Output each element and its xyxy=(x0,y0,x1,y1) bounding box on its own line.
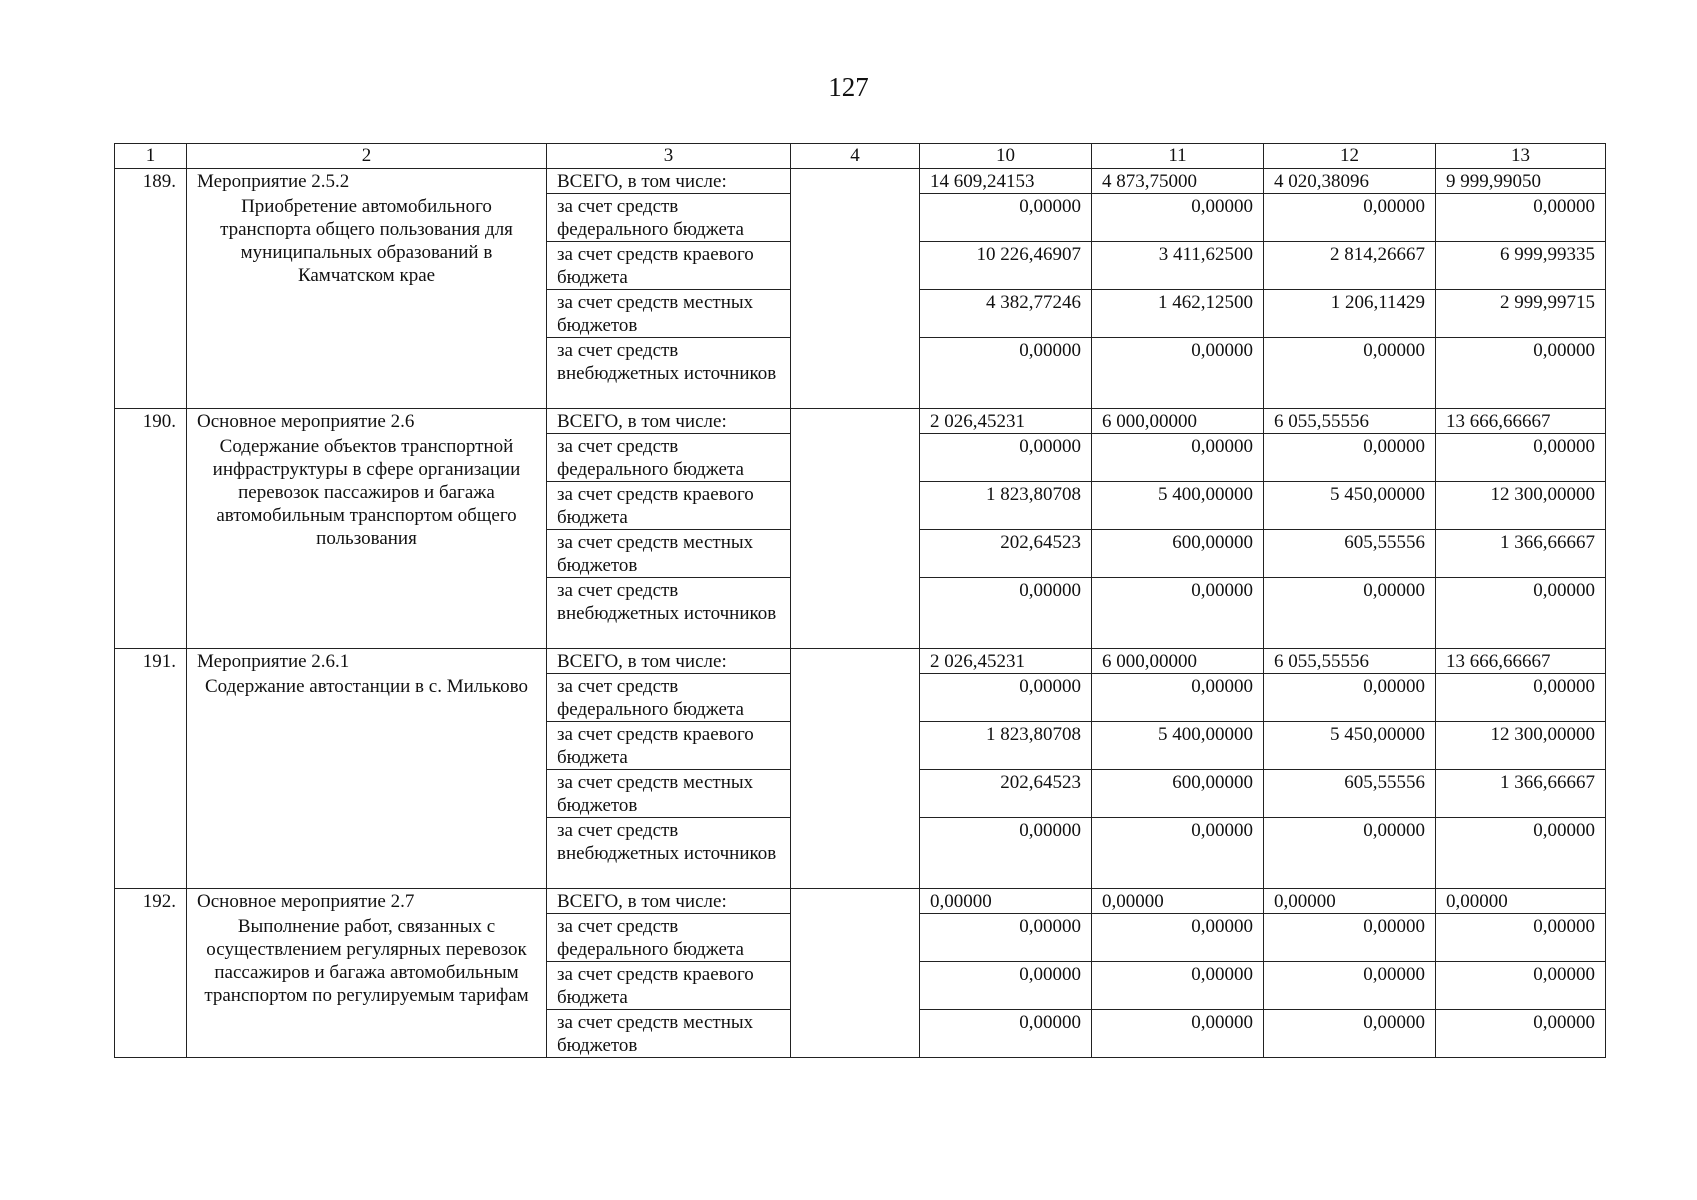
row-title: Основное мероприятие 2.6 xyxy=(187,409,547,434)
funding-value: 0,00000 xyxy=(1092,914,1264,962)
total-value: 0,00000 xyxy=(920,889,1092,914)
total-value: 6 000,00000 xyxy=(1092,409,1264,434)
funding-value: 0,00000 xyxy=(1264,674,1436,722)
total-label: ВСЕГО, в том числе: xyxy=(547,409,791,434)
funding-source-label: за счет средств федерального бюджета xyxy=(547,674,791,722)
budget-table xyxy=(114,143,1606,1058)
total-value: 6 055,55556 xyxy=(1264,409,1436,434)
funding-value: 0,00000 xyxy=(1092,578,1264,649)
funding-value: 0,00000 xyxy=(1264,914,1436,962)
empty-cell xyxy=(791,889,920,1058)
funding-value: 0,00000 xyxy=(920,1010,1092,1058)
total-label: ВСЕГО, в том числе: xyxy=(547,649,791,674)
total-value: 4 020,38096 xyxy=(1264,169,1436,194)
table-row xyxy=(115,409,1606,434)
column-header: 3 xyxy=(547,144,791,169)
funding-source-label: за счет средств местных бюджетов xyxy=(547,1010,791,1058)
total-value: 13 666,66667 xyxy=(1436,409,1606,434)
column-header: 13 xyxy=(1436,144,1606,169)
funding-value: 1 823,80708 xyxy=(920,482,1092,530)
funding-value: 202,64523 xyxy=(920,770,1092,818)
column-header: 4 xyxy=(791,144,920,169)
row-description: Выполнение работ, связанных с осуществлением регулярных перевозок пассажиров и багажа автомобильным транспортом по регулируемым тарифам xyxy=(187,914,547,1058)
funding-value: 0,00000 xyxy=(920,962,1092,1010)
row-description: Содержание автостанции в с. Мильково xyxy=(187,674,547,889)
funding-value: 202,64523 xyxy=(920,530,1092,578)
column-header: 11 xyxy=(1092,144,1264,169)
funding-value: 12 300,00000 xyxy=(1436,722,1606,770)
row-title: Мероприятие 2.6.1 xyxy=(187,649,547,674)
funding-value: 0,00000 xyxy=(1264,578,1436,649)
funding-source-label: за счет средств внебюджетных источников xyxy=(547,818,791,889)
total-value: 0,00000 xyxy=(1264,889,1436,914)
funding-source-label: за счет средств федерального бюджета xyxy=(547,914,791,962)
funding-value: 5 450,00000 xyxy=(1264,482,1436,530)
funding-value: 12 300,00000 xyxy=(1436,482,1606,530)
funding-source-label: за счет средств краевого бюджета xyxy=(547,482,791,530)
total-value: 9 999,99050 xyxy=(1436,169,1606,194)
funding-value: 3 411,62500 xyxy=(1092,242,1264,290)
funding-value: 0,00000 xyxy=(1092,434,1264,482)
total-value: 6 000,00000 xyxy=(1092,649,1264,674)
funding-value: 0,00000 xyxy=(920,674,1092,722)
funding-value: 605,55556 xyxy=(1264,770,1436,818)
funding-source-label: за счет средств местных бюджетов xyxy=(547,290,791,338)
total-value: 2 026,45231 xyxy=(920,409,1092,434)
column-header: 1 xyxy=(115,144,187,169)
funding-value: 0,00000 xyxy=(1436,434,1606,482)
table-row xyxy=(115,169,1606,194)
funding-value: 0,00000 xyxy=(1436,674,1606,722)
total-value: 4 873,75000 xyxy=(1092,169,1264,194)
funding-value: 2 814,26667 xyxy=(1264,242,1436,290)
funding-value: 0,00000 xyxy=(920,434,1092,482)
funding-source-label: за счет средств краевого бюджета xyxy=(547,722,791,770)
funding-source-label: за счет средств внебюджетных источников xyxy=(547,338,791,409)
funding-value: 0,00000 xyxy=(1264,338,1436,409)
funding-value: 5 450,00000 xyxy=(1264,722,1436,770)
funding-value: 0,00000 xyxy=(1436,1010,1606,1058)
funding-value: 0,00000 xyxy=(920,578,1092,649)
funding-value: 0,00000 xyxy=(1436,818,1606,889)
funding-value: 0,00000 xyxy=(1092,194,1264,242)
total-value: 2 026,45231 xyxy=(920,649,1092,674)
column-header: 12 xyxy=(1264,144,1436,169)
funding-source-label: за счет средств федерального бюджета xyxy=(547,434,791,482)
row-number: 192. xyxy=(115,889,187,1058)
page-number: 127 xyxy=(828,72,869,102)
empty-cell xyxy=(791,409,920,649)
empty-cell xyxy=(791,649,920,889)
column-header: 10 xyxy=(920,144,1092,169)
funding-value: 4 382,77246 xyxy=(920,290,1092,338)
total-value: 13 666,66667 xyxy=(1436,649,1606,674)
funding-value: 1 366,66667 xyxy=(1436,770,1606,818)
funding-value: 0,00000 xyxy=(1264,194,1436,242)
funding-value: 0,00000 xyxy=(1264,818,1436,889)
row-number: 189. xyxy=(115,169,187,409)
funding-value: 1 462,12500 xyxy=(1092,290,1264,338)
column-header: 2 xyxy=(187,144,547,169)
total-value: 14 609,24153 xyxy=(920,169,1092,194)
funding-value: 0,00000 xyxy=(1092,674,1264,722)
funding-source-label: за счет средств местных бюджетов xyxy=(547,530,791,578)
funding-value: 0,00000 xyxy=(1092,1010,1264,1058)
funding-value: 0,00000 xyxy=(1436,914,1606,962)
funding-source-label: за счет средств краевого бюджета xyxy=(547,242,791,290)
row-title: Мероприятие 2.5.2 xyxy=(187,169,547,194)
funding-value: 5 400,00000 xyxy=(1092,722,1264,770)
funding-value: 0,00000 xyxy=(1264,434,1436,482)
funding-value: 0,00000 xyxy=(1264,1010,1436,1058)
funding-value: 0,00000 xyxy=(1436,338,1606,409)
total-label: ВСЕГО, в том числе: xyxy=(547,169,791,194)
funding-value: 0,00000 xyxy=(920,914,1092,962)
funding-value: 6 999,99335 xyxy=(1436,242,1606,290)
funding-value: 2 999,99715 xyxy=(1436,290,1606,338)
row-description: Приобретение автомобильного транспорта общего пользования для муниципальных образований в Камчатском крае xyxy=(187,194,547,409)
funding-value: 0,00000 xyxy=(1436,578,1606,649)
funding-value: 600,00000 xyxy=(1092,530,1264,578)
funding-value: 0,00000 xyxy=(920,194,1092,242)
row-number: 191. xyxy=(115,649,187,889)
empty-cell xyxy=(791,169,920,409)
funding-value: 0,00000 xyxy=(920,338,1092,409)
funding-value: 1 823,80708 xyxy=(920,722,1092,770)
funding-value: 5 400,00000 xyxy=(1092,482,1264,530)
funding-value: 605,55556 xyxy=(1264,530,1436,578)
funding-source-label: за счет средств федерального бюджета xyxy=(547,194,791,242)
funding-value: 0,00000 xyxy=(920,818,1092,889)
funding-value: 1 366,66667 xyxy=(1436,530,1606,578)
funding-source-label: за счет средств местных бюджетов xyxy=(547,770,791,818)
funding-value: 1 206,11429 xyxy=(1264,290,1436,338)
funding-value: 0,00000 xyxy=(1092,338,1264,409)
funding-value: 10 226,46907 xyxy=(920,242,1092,290)
funding-value: 0,00000 xyxy=(1092,962,1264,1010)
funding-value: 0,00000 xyxy=(1092,818,1264,889)
table-row xyxy=(115,889,1606,914)
row-number: 190. xyxy=(115,409,187,649)
total-label: ВСЕГО, в том числе: xyxy=(547,889,791,914)
funding-value: 0,00000 xyxy=(1436,194,1606,242)
row-title: Основное мероприятие 2.7 xyxy=(187,889,547,914)
total-value: 0,00000 xyxy=(1092,889,1264,914)
row-description: Содержание объектов транспортной инфраструктуры в сфере организации перевозок пассажиров и багажа автомобильным транспортом общего пользования xyxy=(187,434,547,649)
funding-source-label: за счет средств внебюджетных источников xyxy=(547,578,791,649)
funding-source-label: за счет средств краевого бюджета xyxy=(547,962,791,1010)
total-value: 0,00000 xyxy=(1436,889,1606,914)
funding-value: 600,00000 xyxy=(1092,770,1264,818)
table-body xyxy=(115,144,1606,1058)
funding-value: 0,00000 xyxy=(1264,962,1436,1010)
column-header-row xyxy=(115,144,1606,169)
funding-value: 0,00000 xyxy=(1436,962,1606,1010)
total-value: 6 055,55556 xyxy=(1264,649,1436,674)
table-row xyxy=(115,649,1606,674)
